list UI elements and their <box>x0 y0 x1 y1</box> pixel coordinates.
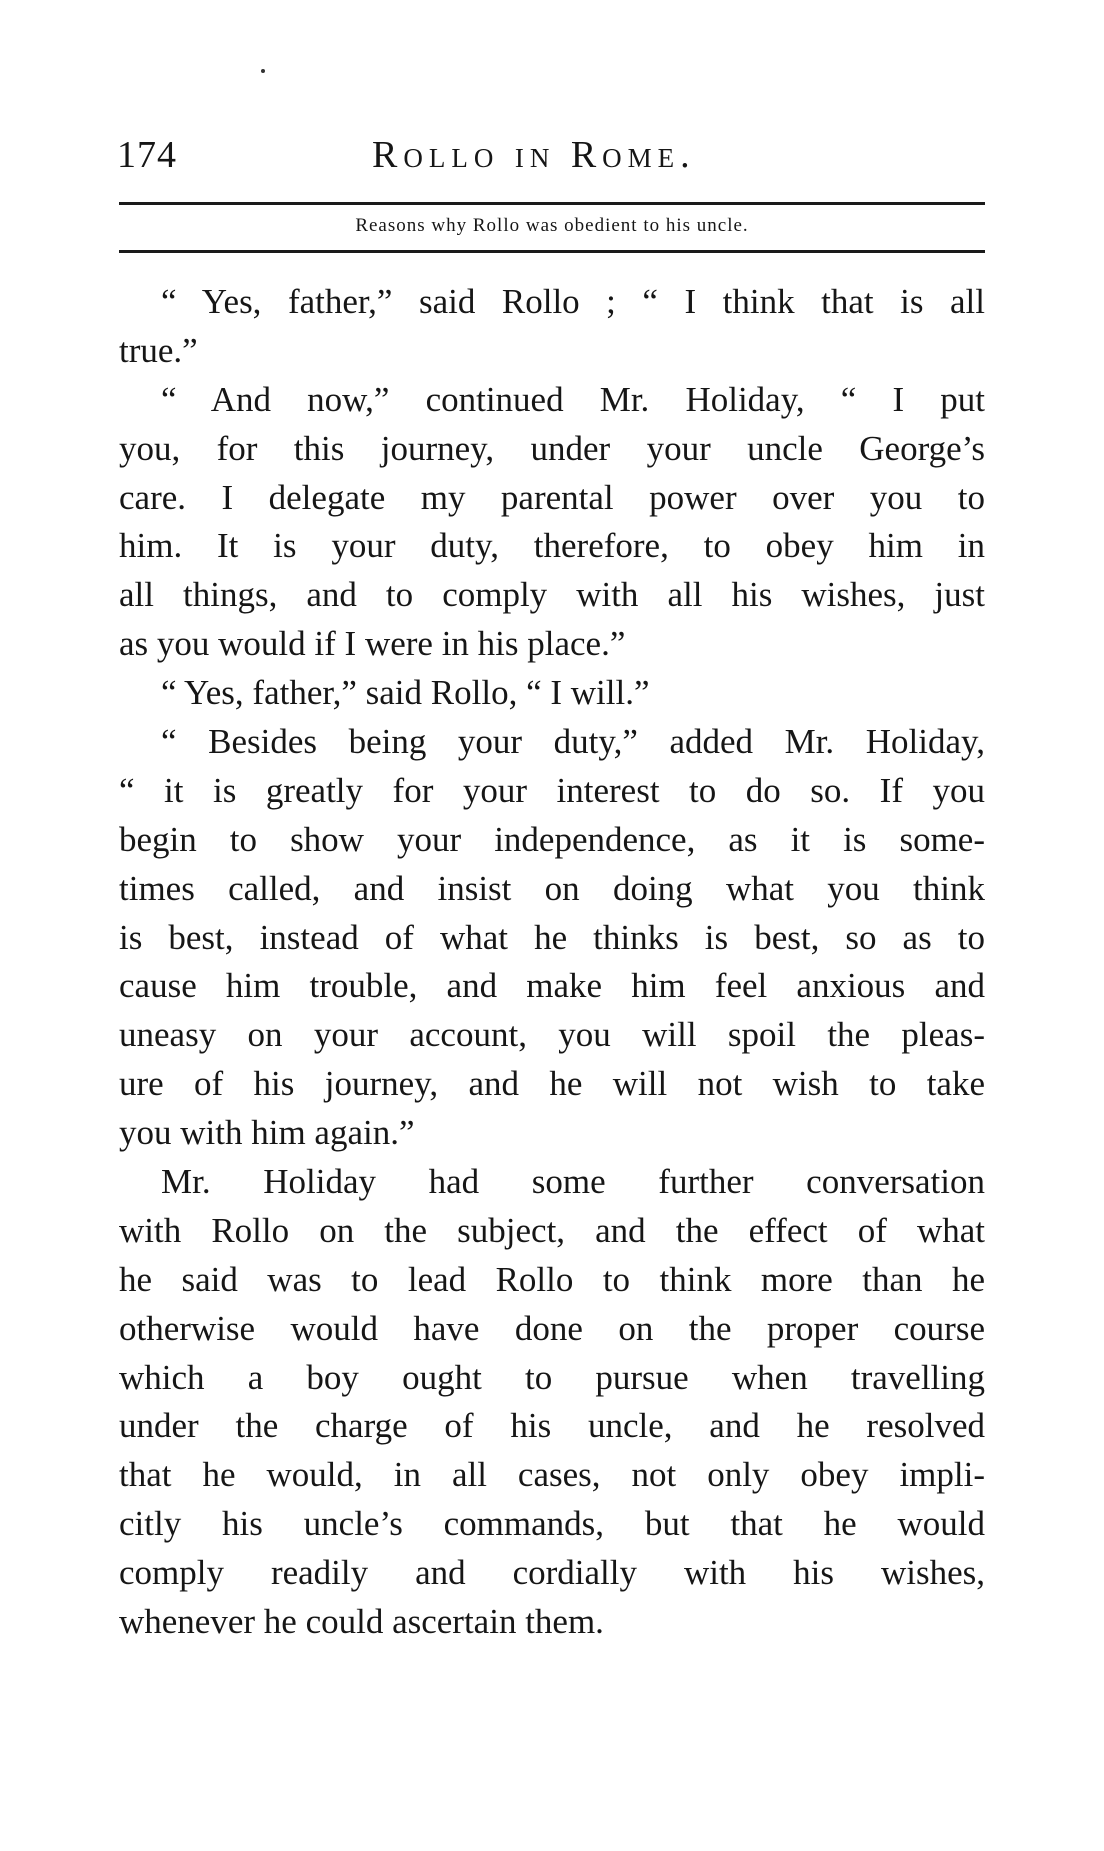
text-line: all things, and to comply with all his wishes, just <box>119 575 985 615</box>
text-line: he said was to lead Rollo to think more than he <box>119 1259 985 1299</box>
text-line: comply readily and cordially with his wishes, <box>119 1553 985 1593</box>
header-rule-top <box>119 202 985 205</box>
text-line: him. It is your duty, therefore, to obey him in <box>119 526 985 566</box>
text-line: cause him trouble, and make him feel anxious and <box>119 966 985 1006</box>
text-line: otherwise would have done on the proper course <box>119 1308 985 1348</box>
chapter-summary: Reasons why Rollo was obedient to his uncle. <box>355 215 749 236</box>
text-line: uneasy on your account, you will spoil the pleas- <box>119 1015 985 1055</box>
text-line: citly his uncle’s commands, but that he would <box>119 1504 985 1544</box>
text-line: with Rollo on the subject, and the effect of what <box>119 1210 985 1250</box>
text-line: which a boy ought to pursue when travelling <box>119 1357 985 1397</box>
text-line: ure of his journey, and he will not wish to take <box>119 1064 985 1104</box>
body-text <box>119 278 985 1647</box>
page-number: 174 <box>117 134 177 176</box>
text-line: “ And now,” continued Mr. Holiday, “ I put <box>161 379 985 419</box>
running-title: Rollo in Rome. <box>372 134 696 176</box>
text-line: care. I delegate my parental power over you to <box>119 477 985 517</box>
text-line: you with him again.” <box>119 1113 415 1153</box>
text-line: times called, and insist on doing what you think <box>119 868 985 908</box>
text-line: “ Yes, father,” said Rollo ; “ I think that is all <box>161 282 985 321</box>
text-line: true.” <box>119 330 198 370</box>
print-speck <box>261 69 265 73</box>
text-line: as you would if I were in his place.” <box>119 624 626 664</box>
text-line: “ Yes, father,” said Rollo, “ I will.” <box>161 673 650 713</box>
text-line: that he would, in all cases, not only obey impli- <box>119 1455 985 1495</box>
text-line: whenever he could ascertain them. <box>119 1602 604 1642</box>
text-line: “ it is greatly for your interest to do so. If you <box>119 770 985 810</box>
text-line: under the charge of his uncle, and he resolved <box>119 1406 985 1446</box>
text-line: “ Besides being your duty,” added Mr. Holiday, <box>161 722 985 762</box>
text-line: Mr. Holiday had some further conversation <box>161 1162 985 1202</box>
text-line: you, for this journey, under your uncle George’s <box>119 428 985 468</box>
text-line: begin to show your independence, as it is some- <box>119 819 985 859</box>
text-line: is best, instead of what he thinks is best, so as to <box>119 917 985 957</box>
header-rule-bottom <box>119 250 985 253</box>
